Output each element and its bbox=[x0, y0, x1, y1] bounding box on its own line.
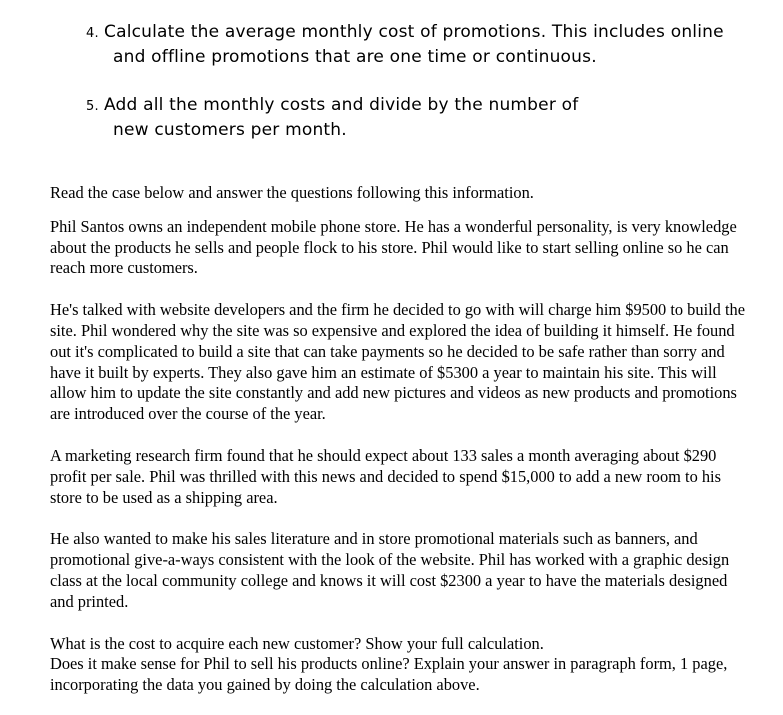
step-text bbox=[104, 93, 744, 143]
step-item bbox=[86, 20, 766, 70]
step-line: Calculate the average monthly cost of promotions. This includes online bbox=[104, 22, 724, 42]
case-paragraph: He's talked with website developers and the firm he decided to go with will charge him $9500 to build the site. Phil wondered why the site was so expensive and explored the idea of building it himself. He found out it's complicated to build a site that can take payments so he decided to be safe rather than sorry and have it built by experts. They also gave him an estimate of $5300 a year to maintain his site. This will allow him to update the site constantly and add new pictures and videos as new products and promotions are introduced over the course of the year. bbox=[50, 300, 745, 424]
case-paragraph: He also wanted to make his sales literature and in store promotional materials such as banners, and promotional give-a-ways consistent with the look of the website. Phil has worked with a graphic design class at the local community college and knows it will cost $2300 a year to have the materials designed and printed. bbox=[50, 529, 730, 611]
step-number: 4. bbox=[86, 26, 99, 41]
step-number: 5. bbox=[86, 99, 99, 114]
step-line: and offline promotions that are one time or continuous. bbox=[113, 47, 597, 67]
case-study bbox=[50, 183, 755, 696]
case-question: What is the cost to acquire each new customer? Show your full calculation. bbox=[50, 633, 544, 653]
case-intro: Read the case below and answer the questions following this information. bbox=[50, 183, 534, 202]
step-item bbox=[86, 93, 766, 143]
step-line: Add all the monthly costs and divide by the number of bbox=[104, 95, 579, 115]
instruction-steps bbox=[86, 20, 766, 166]
case-paragraph: Phil Santos owns an independent mobile phone store. He has a wonderful personality, is very knowledge about the products he sells and people flock to his store. Phil would like to start selling online so he can reach more customers. bbox=[50, 216, 737, 278]
step-line: new customers per month. bbox=[113, 120, 347, 140]
case-question: Does it make sense for Phil to sell his products online? Explain your answer in paragraph form, 1 page, incorporating the data you gained by doing the calculation above. bbox=[50, 654, 728, 695]
case-paragraph: A marketing research firm found that he should expect about 133 sales a month averaging about $290 profit per sale. Phil was thrilled with this news and decided to spend $15,000 to add a new room to his store to be used as a shipping area. bbox=[50, 445, 721, 507]
step-text bbox=[104, 20, 744, 70]
